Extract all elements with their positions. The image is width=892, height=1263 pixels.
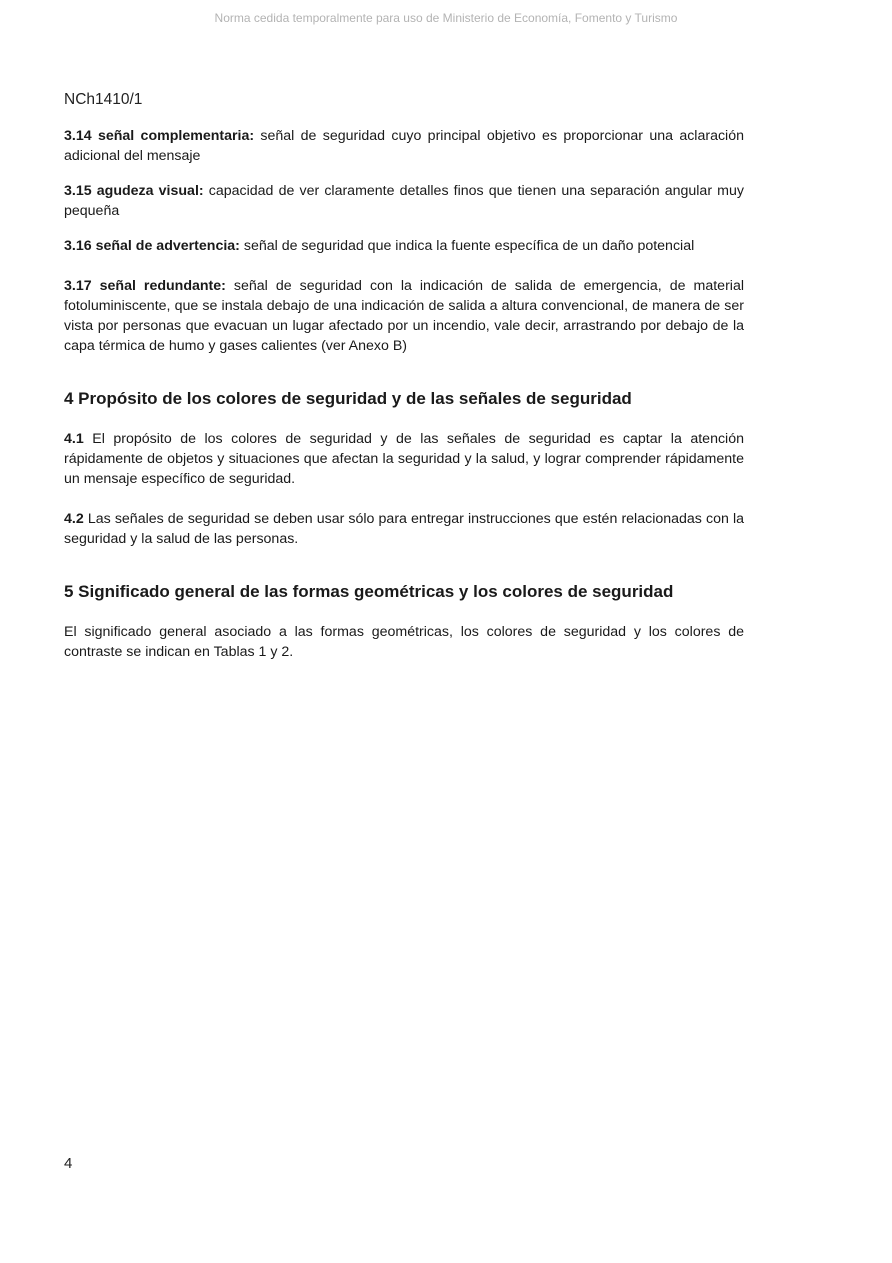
term-label: señal complementaria: <box>97 128 255 144</box>
definition-3-15 <box>64 181 744 221</box>
definition-text: capacidad de ver claramente detalles finos que tienen una separación angular muy pequeña <box>64 183 744 219</box>
page-content <box>64 126 744 662</box>
clause-number: 3.17 <box>64 278 92 294</box>
definition-3-14 <box>64 126 744 166</box>
watermark: Norma cedida temporalmente para uso de Ministerio de Economía, Fomento y Turismo <box>214 11 678 25</box>
clause-number: 3.14 <box>64 128 92 144</box>
definition-3-16 <box>64 236 744 256</box>
term-label: señal de advertencia: <box>95 238 240 254</box>
clause-text: Las señales de seguridad se deben usar sólo para entregar instrucciones que estén relacionadas con la seguridad y la salud de las personas. <box>64 511 744 547</box>
clause-4-1 <box>64 429 744 489</box>
definition-text: señal de seguridad que indica la fuente específica de un daño potencial <box>243 238 695 254</box>
definition-text: señal de seguridad con la indicación de salida de emergencia, de material fotoluminiscente, que se instala debajo de una indicación de salida a altura convencional, de manera de ser vista por personas que evacuan un lugar afectado por un incendio, vale decir, arrastrando por debajo de la capa térmica de humo y gases calientes (ver Anexo B) <box>64 278 744 354</box>
clause-text: El propósito de los colores de seguridad y de las señales de seguridad es captar la atención rápidamente de objetos y situaciones que afectan la seguridad y la salud, y lograr comprender rápidamente un mensaje específico de seguridad. <box>64 431 744 487</box>
document-code: NCh1410/1 <box>64 91 143 108</box>
section-5-text: El significado general asociado a las formas geométricas, los colores de seguridad y los colores de contraste se indican en Tablas 1 y 2. <box>64 624 744 660</box>
clause-number: 4.2 <box>64 511 84 527</box>
clause-number: 3.16 <box>64 238 92 254</box>
definition-3-17 <box>64 276 744 356</box>
definition-text: señal de seguridad cuyo principal objetivo es proporcionar una aclaración adicional del mensaje <box>64 128 744 164</box>
clause-number: 4.1 <box>64 431 84 447</box>
clause-number: 3.15 <box>64 183 92 199</box>
section-5-heading: 5 Significado general de las formas geométricas y los colores de seguridad <box>64 582 674 601</box>
section-4-heading: 4 Propósito de los colores de seguridad y de las señales de seguridad <box>64 389 632 408</box>
clause-4-2 <box>64 509 744 549</box>
term-label: agudeza visual: <box>96 183 204 199</box>
term-label: señal redundante: <box>99 278 226 294</box>
page-number: 4 <box>64 1155 73 1172</box>
